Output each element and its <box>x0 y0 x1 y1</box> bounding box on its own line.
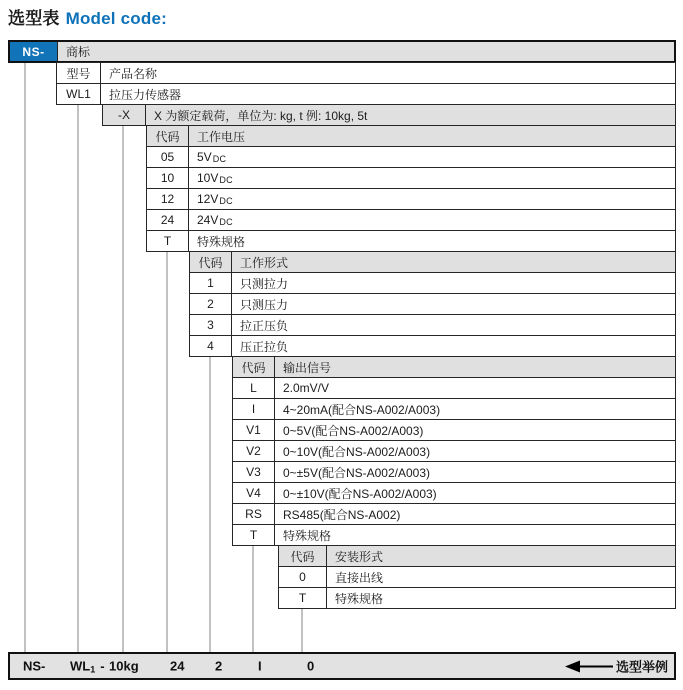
arrow-tail <box>580 665 613 667</box>
page-title <box>8 4 167 29</box>
workmode-code: 3 <box>190 315 232 335</box>
row-signal-V3 <box>232 461 676 483</box>
signal-code: V4 <box>233 483 275 503</box>
example-annotation <box>565 657 668 676</box>
signal-code: V1 <box>233 420 275 440</box>
row-voltage-header <box>146 125 676 147</box>
row-signal-I <box>232 398 676 420</box>
load-code: -X <box>103 105 146 125</box>
voltage-value: 24V <box>197 213 219 227</box>
signal-desc: 2.0mV/V <box>283 381 330 395</box>
voltage-code: T <box>147 231 189 251</box>
model-desc: 拉压力传感器 <box>109 87 182 102</box>
signal-header-desc: 输出信号 <box>283 360 332 375</box>
example-voltage: 24 <box>170 658 185 674</box>
workmode-desc: 只测拉力 <box>240 276 289 291</box>
signal-desc: 4~20mA(配合NS-A002/A003) <box>283 402 441 417</box>
voltage-desc: 特殊规格 <box>197 234 246 249</box>
row-voltage-24 <box>146 209 676 231</box>
row-signal-header <box>232 356 676 378</box>
example-model-main: WL <box>70 658 91 674</box>
row-voltage-05 <box>146 146 676 168</box>
example-mount: 0 <box>307 658 315 674</box>
signal-code: T <box>233 525 275 545</box>
example-load: 10kg <box>109 658 139 674</box>
voltage-code: 05 <box>147 147 189 167</box>
row-mount-0 <box>278 566 676 588</box>
mount-code: 0 <box>279 567 327 587</box>
dc-subscript: DC <box>219 196 233 206</box>
row-voltage-12 <box>146 188 676 210</box>
signal-desc: RS485(配合NS-A002) <box>283 507 401 522</box>
row-trademark <box>8 40 676 63</box>
voltage-desc <box>189 210 675 230</box>
workmode-desc: 拉正压负 <box>240 318 289 333</box>
voltage-header-desc: 工作电压 <box>197 129 246 144</box>
row-model-header <box>56 62 676 84</box>
signal-desc: 特殊规格 <box>283 528 332 543</box>
trademark-label: 商标 <box>66 45 91 59</box>
row-voltage-10 <box>146 167 676 189</box>
voltage-desc <box>189 147 675 167</box>
signal-desc: 0~±5V(配合NS-A002/A003) <box>283 465 430 480</box>
signal-desc: 0~10V(配合NS-A002/A003) <box>283 444 431 459</box>
mount-desc: 特殊规格 <box>335 591 384 606</box>
example-model-dash: - <box>100 658 105 674</box>
title-zh: 选型表 <box>8 9 60 28</box>
example-bar <box>8 652 676 680</box>
signal-desc: 0~5V(配合NS-A002/A003) <box>283 423 424 438</box>
row-workmode-header <box>189 251 676 273</box>
dc-subscript: DC <box>219 217 233 227</box>
title-en: Model code: <box>65 9 167 28</box>
signal-code: V2 <box>233 441 275 461</box>
workmode-desc: 压正拉负 <box>240 339 289 354</box>
row-model-wl1 <box>56 83 676 105</box>
model-code: WL1 <box>57 84 101 104</box>
voltage-value: 12V <box>197 192 219 206</box>
row-signal-V4 <box>232 482 676 504</box>
model-header-desc: 产品名称 <box>109 66 158 81</box>
workmode-code: 1 <box>190 273 232 293</box>
mount-code: T <box>279 588 327 608</box>
example-mode: 2 <box>215 658 223 674</box>
voltage-header-code: 代码 <box>147 126 189 146</box>
row-signal-RS <box>232 503 676 525</box>
row-signal-V1 <box>232 419 676 441</box>
signal-header-code: 代码 <box>233 357 275 377</box>
example-model <box>70 659 105 674</box>
mount-header-desc: 安装形式 <box>335 549 384 564</box>
row-voltage-special <box>146 230 676 252</box>
example-model-subscript: 1 <box>90 664 96 675</box>
row-mount-header <box>278 545 676 567</box>
workmode-desc: 只测压力 <box>240 297 289 312</box>
workmode-header-desc: 工作形式 <box>240 255 289 270</box>
workmode-header-code: 代码 <box>190 252 232 272</box>
example-signal: I <box>258 658 262 674</box>
signal-code: L <box>233 378 275 398</box>
voltage-code: 24 <box>147 210 189 230</box>
model-header-code: 型号 <box>57 63 101 83</box>
dc-subscript: DC <box>212 154 227 164</box>
row-signal-L <box>232 377 676 399</box>
workmode-code: 4 <box>190 336 232 356</box>
leader-line <box>301 607 303 652</box>
row-workmode-3 <box>189 314 676 336</box>
voltage-value: 10V <box>197 171 219 185</box>
row-workmode-4 <box>189 335 676 357</box>
example-label: 选型举例 <box>615 659 668 675</box>
row-rated-load <box>102 104 676 126</box>
code-prefix-cell: NS- <box>10 42 58 61</box>
voltage-code: 12 <box>147 189 189 209</box>
example-prefix: NS- <box>23 658 46 674</box>
voltage-code: 10 <box>147 168 189 188</box>
row-signal-special <box>232 524 676 546</box>
voltage-desc <box>189 189 675 209</box>
workmode-code: 2 <box>190 294 232 314</box>
row-workmode-2 <box>189 293 676 315</box>
row-signal-V2 <box>232 440 676 462</box>
signal-desc: 0~±10V(配合NS-A002/A003) <box>283 486 437 501</box>
voltage-desc <box>189 168 675 188</box>
left-arrow-icon <box>565 660 580 672</box>
row-workmode-1 <box>189 272 676 294</box>
mount-desc: 直接出线 <box>335 570 384 585</box>
signal-code: V3 <box>233 462 275 482</box>
model-code-table <box>0 40 676 609</box>
signal-code: RS <box>233 504 275 524</box>
mount-header-code: 代码 <box>279 546 327 566</box>
row-mount-special <box>278 587 676 609</box>
dc-subscript: DC <box>219 175 233 185</box>
load-desc: X 为额定载荷，单位为: kg, t 例: 10kg, 5t <box>154 108 368 123</box>
signal-code: I <box>233 399 275 419</box>
voltage-value: 5V <box>197 150 212 164</box>
